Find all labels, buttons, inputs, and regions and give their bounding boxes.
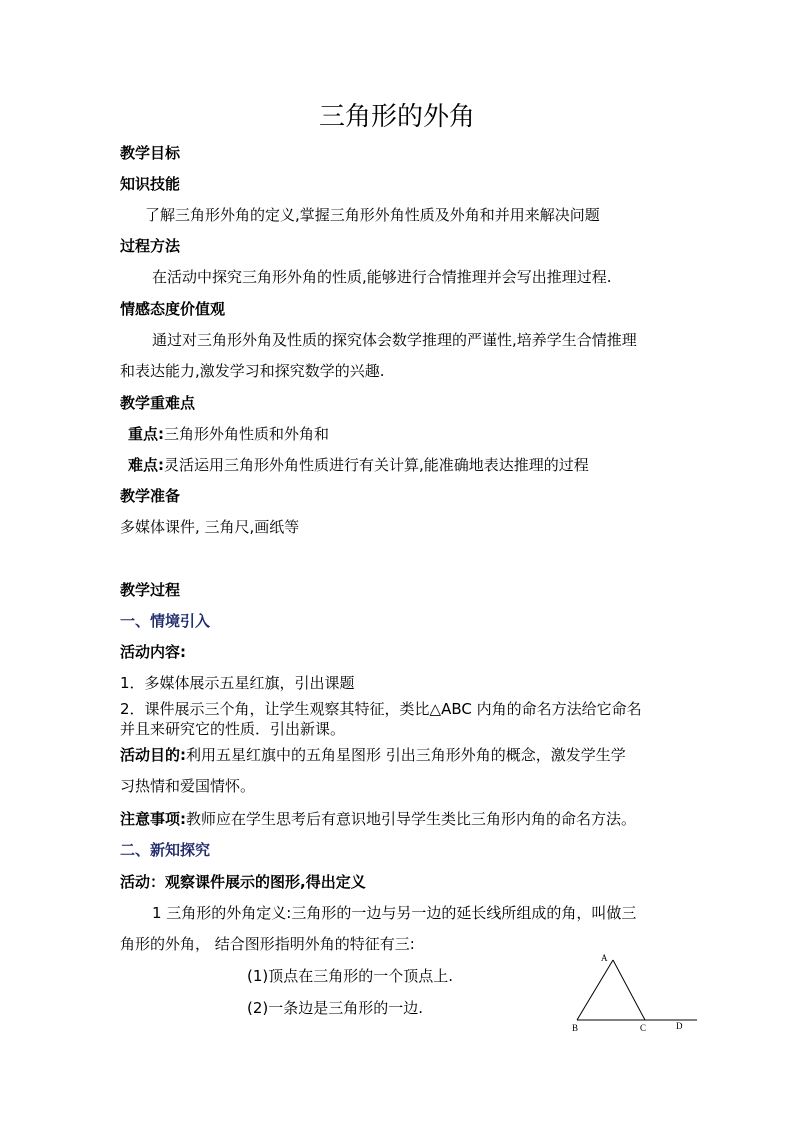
- key-point-label: 重点:: [128, 425, 164, 443]
- emotion-text-line1: 通过对三角形外角及性质的探究体会数学推理的严谨性,培养学生合情推理: [152, 331, 637, 349]
- purpose-line1: [120, 745, 626, 765]
- vertex-label-b: B: [572, 1023, 579, 1033]
- objectives-heading: 教学目标: [120, 144, 181, 162]
- intro-item2-line2: 并且来研究它的性质．引出新课。: [120, 720, 346, 738]
- difficult-point-text: 灵活运用三角形外角性质进行有关计算,能准确地表达推理的过程: [164, 456, 589, 474]
- process-method-text: 在活动中探究三角形外角的性质,能够进行合情推理并会写出推理过程.: [152, 268, 612, 286]
- purpose-line2: 习热情和爱国情怀。: [120, 777, 256, 795]
- page-title: 三角形的外角: [318, 102, 475, 132]
- definition-line2: 角形的外角， 结合图形指明外角的特征有三:: [120, 935, 415, 953]
- activity2-heading: 活动：观察课件展示的图形,得出定义: [120, 873, 366, 891]
- key-point-text: 三角形外角性质和外角和: [164, 425, 330, 443]
- activity-content-label: 活动内容:: [120, 643, 186, 661]
- feature-2: (2)一条边是三角形的一边.: [247, 999, 424, 1017]
- process-method-heading: 过程方法: [120, 237, 181, 255]
- section2-heading: 二、新知探究: [120, 841, 211, 859]
- knowledge-text: 了解三角形外角的定义,掌握三角形外角性质及外角和并用来解决问题: [145, 206, 600, 224]
- preparation-heading: 教学准备: [120, 487, 181, 505]
- side-ac: [613, 960, 645, 1020]
- section1-heading: 一、情境引入: [120, 612, 211, 630]
- definition-line1: 1 三角形的外角定义:三角形的一边与另一边的延长线所组成的角，叫做三: [152, 904, 637, 922]
- point-label-d: D: [676, 1021, 683, 1031]
- teaching-process-heading: 教学过程: [120, 581, 181, 599]
- purpose-label: 活动目的:: [120, 746, 186, 764]
- preparation-text: 多媒体课件, 三角尺,画纸等: [120, 518, 300, 536]
- difficult-point-line: [128, 455, 589, 475]
- key-points-heading: 教学重难点: [120, 394, 196, 412]
- side-ab: [577, 960, 613, 1020]
- intro-item1: 1．多媒体展示五星红旗，引出课题: [120, 674, 355, 692]
- triangle-exterior-angle-figure: [565, 948, 705, 1038]
- vertex-label-a: A: [601, 953, 608, 963]
- knowledge-heading: 知识技能: [120, 175, 181, 193]
- notes-text: 教师应在学生思考后有意识地引导学生类比三角形内角的命名方法。: [186, 810, 637, 828]
- notes-line: [120, 809, 636, 829]
- intro-item2-line1: 2．课件展示三个角，让学生观察其特征，类比△ABC 内角的命名方法给它命名: [120, 700, 642, 718]
- difficult-point-label: 难点:: [128, 456, 164, 474]
- feature-1: (1)顶点在三角形的一个顶点上.: [247, 967, 454, 985]
- emotion-text-line2: 和表达能力,激发学习和探究数学的兴趣.: [120, 362, 385, 380]
- purpose-text: 利用五星红旗中的五角星图形 引出三角形外角的概念，激发学生学: [186, 746, 626, 764]
- notes-label: 注意事项:: [120, 810, 186, 828]
- vertex-label-c: C: [640, 1023, 647, 1033]
- emotion-heading: 情感态度价值观: [120, 300, 226, 318]
- key-point-line: [128, 424, 329, 444]
